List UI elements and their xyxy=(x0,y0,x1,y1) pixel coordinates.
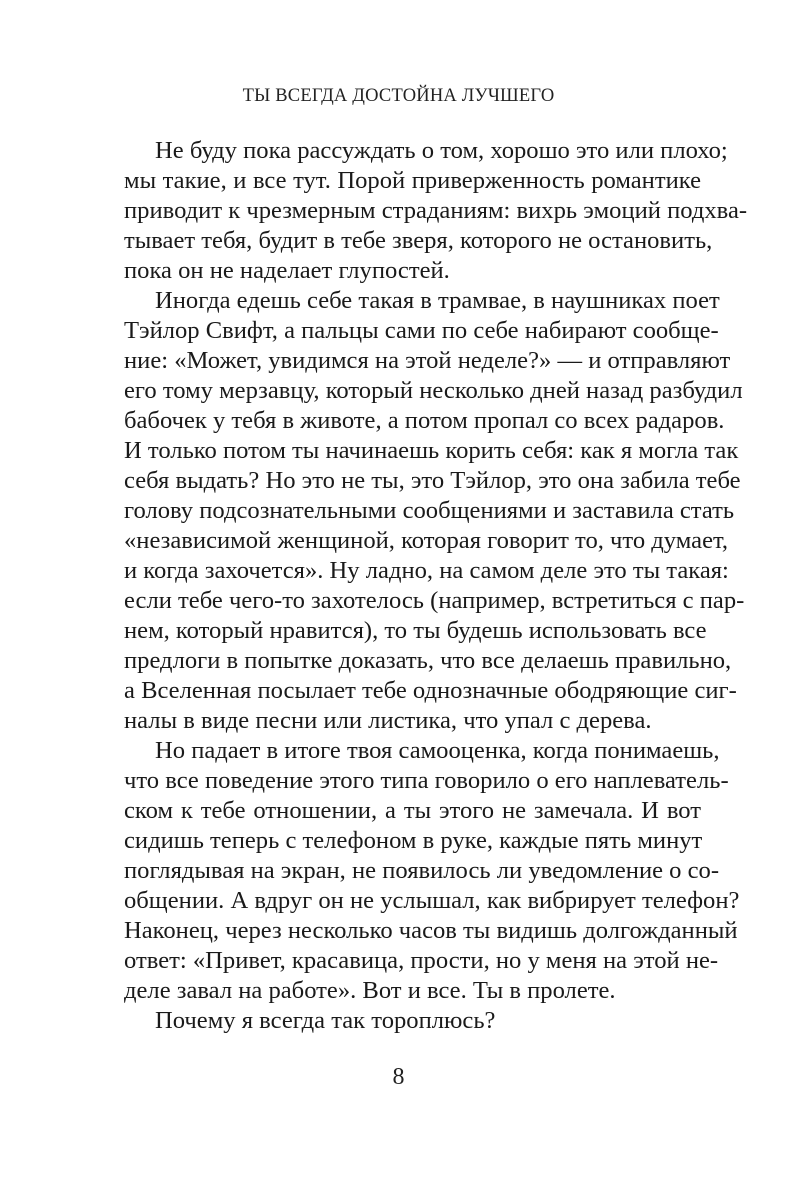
paragraph xyxy=(124,136,748,286)
running-head: ТЫ ВСЕГДА ДОСТОЙНА ЛУЧШЕГО xyxy=(242,86,555,106)
text-line: налы в виде песни или листика, что упал с дерева. xyxy=(124,707,652,734)
text-line: его тому мерзавцу, который несколько дней назад разбудил xyxy=(124,377,743,404)
text-line: если тебе чего-то захотелось (например, встретиться с пар- xyxy=(124,587,745,614)
text-line: Иногда едешь себе такая в трамвае, в наушниках поет xyxy=(155,287,720,314)
paragraph xyxy=(124,286,745,736)
text-line: ответ: «Привет, красавица, прости, но у меня на этой не- xyxy=(124,947,719,974)
text-line: Почему я всегда так тороплюсь? xyxy=(155,1007,496,1034)
text-line: Наконец, через несколько часов ты видишь долгожданный xyxy=(124,917,738,944)
text-line: сидишь теперь с телефоном в руке, каждые пять минут xyxy=(124,827,703,854)
text-line: Не буду пока рассуждать о том, хорошо это или плохо; xyxy=(155,137,728,164)
text-line: общении. А вдруг он не услышал, как вибрирует телефон? xyxy=(124,887,740,914)
text-line: а Вселенная посылает тебе однозначные ободряющие сиг- xyxy=(124,677,737,704)
text-line: бабочек у тебя в животе, а потом пропал со всех радаров. xyxy=(124,407,725,434)
text-line: ние: «Может, увидимся на этой неделе?» — и отправляют xyxy=(124,347,731,374)
text-line: Тэйлор Свифт, а пальцы сами по себе набирают сообще- xyxy=(124,317,719,344)
text-line: предлоги в попытке доказать, что все делаешь правильно, xyxy=(124,647,732,674)
text-line: мы такие, и все тут. Порой приверженность романтике xyxy=(124,167,701,194)
page-body xyxy=(124,136,748,1036)
text-line: себя выдать? Но это не ты, это Тэйлор, это она забила тебе xyxy=(124,467,741,494)
text-line: «независимой женщиной, которая говорит то, что думает, xyxy=(124,527,729,554)
text-line: пока он не наделает глупостей. xyxy=(124,257,450,284)
text-line: голову подсознательными сообщениями и заставила стать xyxy=(124,497,735,524)
page-number: 8 xyxy=(392,1064,405,1090)
text-line: ском к тебе отношении, а ты этого не замечала. И вот xyxy=(124,797,701,824)
text-line: что все поведение этого типа говорило о его наплеватель- xyxy=(124,767,729,794)
text-line: приводит к чрезмерным страданиям: вихрь эмоций подхва- xyxy=(124,197,748,224)
text-line: и когда захочется». Ну ладно, на самом деле это ты такая: xyxy=(124,557,729,584)
text-line: Но падает в итоге твоя самооценка, когда понимаешь, xyxy=(155,737,720,764)
paragraph xyxy=(124,1006,701,1036)
text-line: поглядывая на экран, не появилось ли уведомление о со- xyxy=(124,857,720,884)
text-line: деле завал на работе». Вот и все. Ты в пролете. xyxy=(124,977,616,1004)
text-line: тывает тебя, будит в тебе зверя, которого не остановить, xyxy=(124,227,713,254)
text-line: нем, который нравится), то ты будешь использовать все xyxy=(124,617,707,644)
text-line: И только потом ты начинаешь корить себя: как я могла так xyxy=(124,437,739,464)
paragraph xyxy=(124,736,740,1006)
